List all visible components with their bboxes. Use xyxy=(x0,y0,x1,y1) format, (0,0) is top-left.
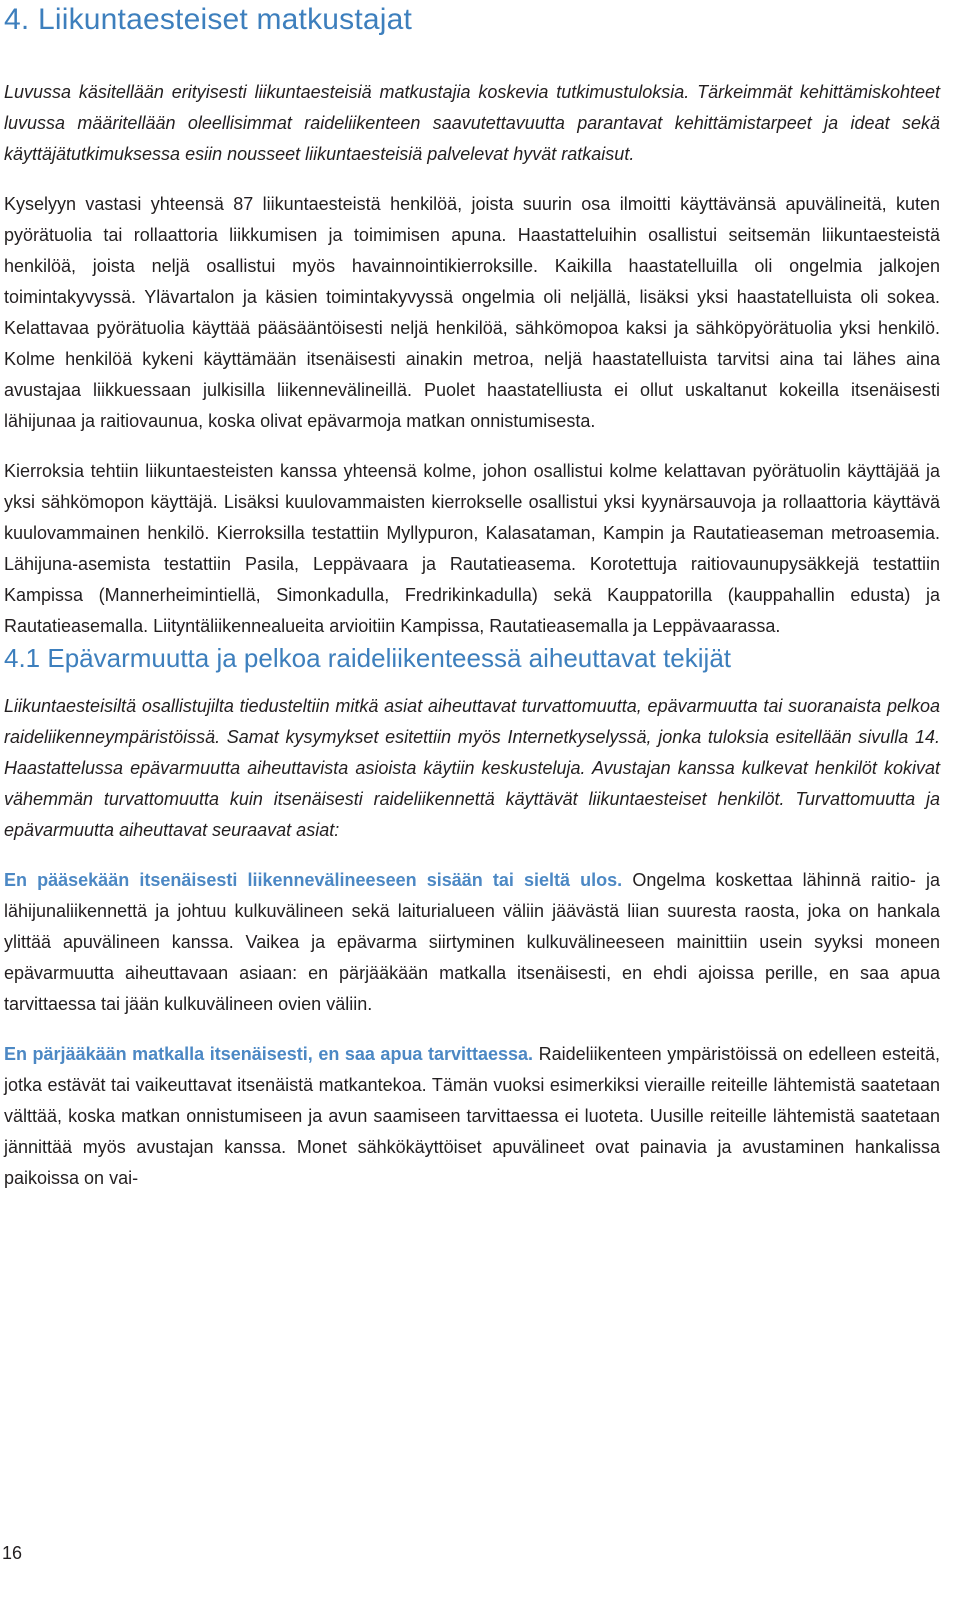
document-page xyxy=(4,0,940,1194)
list-item-boarding xyxy=(4,865,940,1020)
list-item-help xyxy=(4,1039,940,1194)
list-item-lead: En pääsekään itsenäisesti liikennevälineeseen sisään tai sieltä ulos. xyxy=(4,870,623,890)
page-number: 16 xyxy=(2,1543,23,1563)
body-paragraph-participants: Kyselyyn vastasi yhteensä 87 liikuntaesteistä henkilöä, joista suurin osa ilmoitti käyttävänsä apuvälineitä, kuten pyörätuolia tai rollaattoria liikkumisen ja toimimisen apuna. Haastatteluihin osallistui seitsemän liikuntaesteistä henkilöä, joista neljä osallistui myös havainnointikierroksille. Kaikilla haastatelluilla oli ongelmia jalkojen toimintakyvyssä. Ylävartalon ja käsien toimintakyvyssä ongelmia oli neljällä, lisäksi yksi haastatelluista oli sokea. Kelattavaa pyörätuolia käyttää pääsääntöisesti neljä henkilöä, sähkömopoa kaksi ja sähköpyörätuolia yksi henkilö. Kolme henkilöä kykeni käyttämään itsenäisesti ainakin metroa, neljä haastatelluista tarvitsi aina tai lähes aina avustajaa liikkuessaan julkisilla liikennevälineillä. Puolet haastatelliusta ei ollut uskaltanut kokeilla itsenäisesti lähijunaa ja raitiovaunua, koska olivat epävarmoja matkan onnistumisesta. xyxy=(4,194,940,431)
chapter-intro: Luvussa käsitellään erityisesti liikuntaesteisiä matkustajia koskevia tutkimustuloksia. Tärkeimmät kehittämiskohteet luvussa määritellään oleellisimmat raideliikenteen saavutettavuutta parantavat kehittämistarpeet ja ideat sekä käyttäjätutkimuksessa esiin nousseet liikuntaesteisiä palvelevat hyvät ratkaisut. xyxy=(4,82,940,164)
list-item-lead: En pärjääkään matkalla itsenäisesti, en saa apua tarvittaessa. xyxy=(4,1044,534,1064)
section-intro: Liikuntaesteisiltä osallistujilta tiedusteltiin mitkä asiat aiheuttavat turvattomuutta, epävarmuutta tai suoranaista pelkoa raideliikenneympäristöissä. Samat kysymykset esitettiin myös Internetkyselyssä, jonka tuloksia esitellään sivulla 14. Haastattelussa epävarmuutta aiheuttavista asioista käytiin keskusteluja. Avustajan kanssa kulkevat henkilöt kokivat vähemmän turvattomuutta kuin itsenäisesti raideliikennettä käyttävät liikuntaesteiset henkilöt. Turvattomuutta ja epävarmuutta aiheuttavat seuraavat asiat: xyxy=(4,696,940,840)
body-paragraph-rounds: Kierroksia tehtiin liikuntaesteisten kanssa yhteensä kolme, johon osallistui kolme kelattavan pyörätuolin käyttäjää ja yksi sähkömopon käyttäjä. Lisäksi kuulovammaisten kierrokselle osallistui yksi kyynärsauvoja ja rollaattoria käyttävä kuulovammainen henkilö. Kierroksilla testattiin Myllypuron, Kalasataman, Kampin ja Rautatieaseman metroasemia. Lähijuna-asemista testattiin Pasila, Leppävaara ja Rautatieasema. Korotettuja raitiovaunupysäkkejä testattiin Kampissa (Mannerheimintiellä, Simonkadulla, Fredrikinkadulla) sekä Kauppatorilla (kauppahallin edusta) ja Rautatieasemalla. Liityntäliikennealueita arvioitiin Kampissa, Rautatieasemalla ja Leppävaarassa. xyxy=(4,461,940,636)
list-item-body: Ongelma koskettaa lähinnä raitio- ja lähijunaliikennettä ja johtuu kulkuvälineen sekä laiturialueen väliin jäävästä liian suuresta raosta, joka on hankala ylittää apuvälineen kanssa. Vaikea ja epävarma siirtyminen kulkuvälineeseen mainittiin usein syyksi moneen epävarmuutta aiheuttavaan asiaan: en pärjääkään matkalla itsenäisesti, en ehdi ajoissa perille, en saa apua tarvittaessa tai jään kulkuvälineen ovien väliin. xyxy=(4,870,940,1014)
section-title: 4.1 Epävarmuutta ja pelkoa raideliikenteessä aiheuttavat tekijät xyxy=(4,643,731,673)
chapter-title: 4. Liikuntaesteiset matkustajat xyxy=(4,3,413,36)
list-item-body: Raideliikenteen ympäristöissä on edelleen esteitä, jotka estävät tai vaikeuttavat itsenäistä matkantekoa. Tämän vuoksi esimerkiksi vieraille reiteille lähtemistä saatetaan välttää, koska matkan onnistumiseen ja avun saamiseen tarvittaessa ei luoteta. Uusille reiteille lähtemistä saatetaan jännittää myös avustajan kanssa. Monet sähkökäyttöiset apuvälineet ovat painavia ja avustaminen hankalissa paikoissa on vai- xyxy=(4,1044,940,1188)
